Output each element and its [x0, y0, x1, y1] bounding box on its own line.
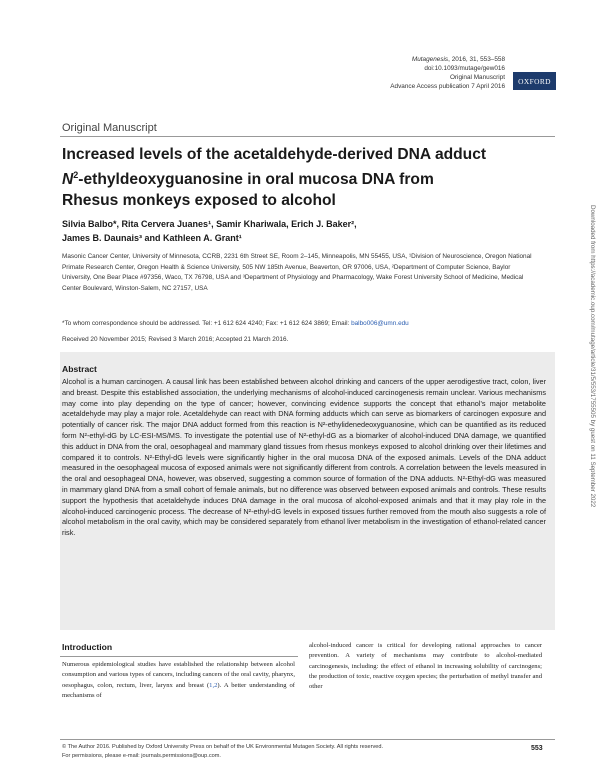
permissions-line: For permissions, please e-mail: journals.permissions@oup.com.: [62, 753, 221, 760]
download-watermark: Downloaded from https://academic.oup.com/mutage/article/31/5/553/1755505 by guest on 11 September 2022: [589, 205, 596, 508]
section-label: Original Manuscript: [62, 122, 157, 134]
header-divider: [60, 136, 555, 137]
article-type: Original Manuscript: [449, 74, 505, 81]
page-number: 553: [531, 745, 543, 752]
footer-divider: [60, 739, 555, 740]
article-title: Increased levels of the acetaldehyde-derived DNA adduct $N^2$-ethyldeoxyguanosine in oral mucosa DNA from Rhesus monkeys exposed to alcohol: [62, 146, 487, 210]
author-list: [62, 217, 502, 245]
doi[interactable]: doi:10.1093/mutage/gew016: [424, 65, 505, 72]
abstract-text: Alcohol is a human carcinogen. A causal link has been established between alcohol drinking and cancers of the upper aerodigestive tract, colon, liver and breast. Despite this established association, the underlying mechanisms of alcohol-induced carcinogenesis remain unclear. Various mechanisms may come into play depending on the type of cancer; however, convincing evidence supports the concept that ethanol's major metabolite acetaldehyde may play a major role. Acetaldehyde can react with DNA forming adducts which can serve as biomarkers of carcinogen exposure and potentially of cancer risk. The major DNA adduct formed from this reaction is N²-ethylidenedeoxyguanosine, which can be quantified as its reduced form N²-ethyl-dG by LC-ESI-MS/MS. To investigate the potential use of N²-ethyl-dG as a biomarker of alcohol-induced DNA damage, we quantified this adduct in DNA from the oral, oesophageal and mammary gland tissues from rhesus monkeys exposed to alcohol drinking over their lifetimes and compared it to controls. N²-Ethyl-dG levels were significantly higher in the oral mucosa DNA of the exposed animals. Levels of the DNA adduct measured in the oesophageal mucosa of exposed animals were not significantly different from controls. A correlation between the levels measured in the oral and oesophageal DNA, however, was observed, suggesting a common source of formation of the DNA adducts. N²-Ethyl-dG was measured in mammary gland DNA from a small cohort of female animals, but no difference was observed between exposed animals and controls. These results support the hypothesis that acetaldehyde induces DNA damage in the oral mucosa of alcohol-exposed animals and that it may play role in the alcohol-induced carcinogenic process. The decrease of N²-ethyl-dG levels in exposed tissues further removed from the mouth also suggests a role of alcohol metabolism in the oral cavity, which may be considered separately from ethanol liver metabolism in the investigation of ethanol-related cancer risk.: [62, 377, 546, 538]
advance-access: Advance Access publication 7 April 2016: [390, 83, 505, 90]
affiliations: Masonic Cancer Center, University of Minnesota, CCRB, 2231 6th Street SE, Room 2–145, Minneapolis, MN 55455, USA, ¹Division of Neuroscience, Oregon National Primate Research Center, Oregon Health & Science University, 505 NW 185th Avenue, Beaverton, OR 97006, USA, ²Department of Computer Science, Baylor University, One Bear Place #97356, Waco, TX 76798, USA and ³Department of Physiology and Pharmacology, Wake Forest University School of Medicine, Medical Center Boulevard, Winston-Salem, NC 27157, USA: [62, 253, 532, 292]
reference-link[interactable]: 1,2: [209, 681, 218, 689]
introduction-heading: Introduction: [62, 642, 113, 652]
copyright-line: © The Author 2016. Published by Oxford University Press on behalf of the UK Environmental Mutagen Society. All rights reserved.: [62, 744, 384, 750]
copyright-footer: [62, 743, 492, 762]
oxford-logo: OXFORD: [513, 72, 556, 90]
journal-citation: Mutagenesis, 2016, 31, 553–558: [411, 56, 505, 63]
introduction-right-column: alcohol-induced cancer is critical for developing rational approaches to cancer prevention. A variety of mechanisms may contribute to alcohol-mediated carcinogenesis, including: the effect of ethanol in increasing solubility of carcinogens; the production of toxic, reactive oxygen species; the perturbation of methyl transfer and other: [309, 642, 542, 691]
introduction-divider: [60, 656, 298, 657]
author-line-1: Silvia Balbo*, Rita Cervera Juanes¹, Samir Khariwala, Erich J. Baker²,: [62, 219, 357, 229]
journal-name: Mutagenesis: [411, 56, 449, 63]
abstract-heading: Abstract: [62, 364, 97, 374]
correspondence: *To whom correspondence should be addressed. Tel: +1 612 624 4240; Fax: +1 612 624 3869; Email: balbo006@umn.edu: [62, 320, 409, 327]
email-link[interactable]: balbo006@umn.edu: [351, 320, 409, 327]
introduction-left-column: Numerous epidemiological studies have established the relationship between alcohol consumption and various types of cancers, including cancers of the oral cavity, pharynx, oesophagus, colon, rectum, liver, larynx and breast (1,2). A better understanding of mechanisms of: [62, 661, 295, 699]
author-line-2: James B. Daunais³ and Kathleen A. Grant¹: [62, 233, 242, 243]
journal-info: [305, 55, 505, 91]
article-dates: Received 20 November 2015; Revised 3 March 2016; Accepted 21 March 2016.: [62, 336, 289, 343]
